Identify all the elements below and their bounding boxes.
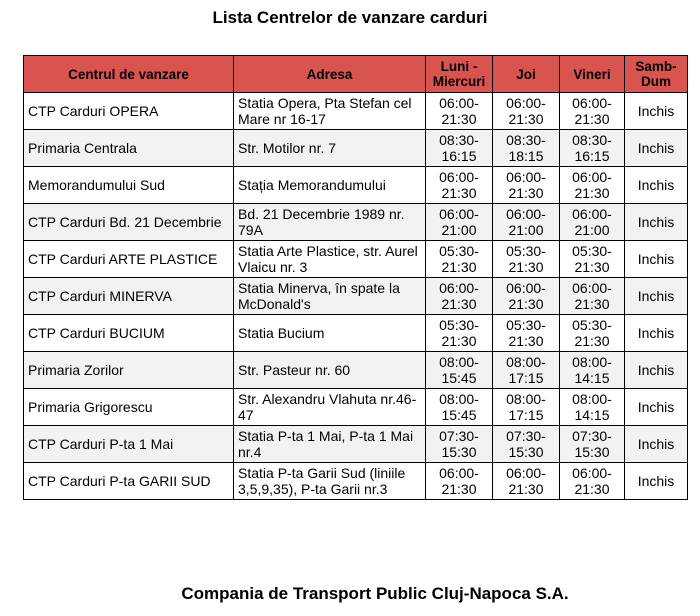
hours-weekend: Inchis: [625, 315, 688, 352]
column-header-thu: Joi: [493, 56, 560, 93]
table-row: [24, 93, 688, 130]
hours-mon-wed: 06:00-21:30: [426, 93, 493, 130]
centre-address: Bd. 21 Decembrie 1989 nr. 79A: [234, 204, 426, 241]
hours-mon-wed: 08:00-15:45: [426, 352, 493, 389]
hours-mon-wed: 07:30-15:30: [426, 426, 493, 463]
centre-name: CTP Carduri P-ta 1 Mai: [24, 426, 234, 463]
hours-mon-wed: 05:30-21:30: [426, 241, 493, 278]
column-header-mon-wed: Luni - Miercuri: [426, 56, 493, 93]
hours-mon-wed: 06:00-21:30: [426, 167, 493, 204]
hours-fri: 05:30-21:30: [560, 315, 625, 352]
centre-name: CTP Carduri BUCIUM: [24, 315, 234, 352]
table-row: [24, 167, 688, 204]
hours-weekend: Inchis: [625, 130, 688, 167]
centre-name: CTP Carduri MINERVA: [24, 278, 234, 315]
centre-address: Statia Bucium: [234, 315, 426, 352]
hours-thu: 06:00-21:30: [493, 463, 560, 500]
table-row: [24, 241, 688, 278]
centre-address: Str. Motilor nr. 7: [234, 130, 426, 167]
hours-weekend: Inchis: [625, 426, 688, 463]
table-header-row: [24, 56, 688, 93]
table-row: [24, 463, 688, 500]
centre-address: Statia P-ta 1 Mai, P-ta 1 Mai nr.4: [234, 426, 426, 463]
centre-name: CTP Carduri ARTE PLASTICE: [24, 241, 234, 278]
centre-name: CTP Carduri Bd. 21 Decembrie: [24, 204, 234, 241]
hours-fri: 05:30-21:30: [560, 241, 625, 278]
centre-name: Memorandumului Sud: [24, 167, 234, 204]
table-row: [24, 389, 688, 426]
hours-thu: 07:30-15:30: [493, 426, 560, 463]
hours-mon-wed: 05:30-21:30: [426, 315, 493, 352]
hours-mon-wed: 06:00-21:30: [426, 278, 493, 315]
centre-name: Primaria Zorilor: [24, 352, 234, 389]
hours-fri: 08:00-14:15: [560, 352, 625, 389]
hours-thu: 08:30-18:15: [493, 130, 560, 167]
centre-address: Statia Arte Plastice, str. Aurel Vlaicu nr. 3: [234, 241, 426, 278]
column-header-weekend: Samb-Dum: [625, 56, 688, 93]
table-row: [24, 315, 688, 352]
hours-fri: 08:30-16:15: [560, 130, 625, 167]
centre-address: Statia Minerva, în spate la McDonald's: [234, 278, 426, 315]
table-row: [24, 130, 688, 167]
hours-fri: 06:00-21:30: [560, 167, 625, 204]
centre-name: CTP Carduri P-ta GARII SUD: [24, 463, 234, 500]
hours-thu: 08:00-17:15: [493, 352, 560, 389]
centre-name: Primaria Grigorescu: [24, 389, 234, 426]
hours-weekend: Inchis: [625, 278, 688, 315]
centre-address: Str. Pasteur nr. 60: [234, 352, 426, 389]
hours-fri: 06:00-21:00: [560, 204, 625, 241]
table-row: [24, 426, 688, 463]
hours-weekend: Inchis: [625, 93, 688, 130]
page-title: Lista Centrelor de vanzare carduri: [212, 8, 488, 27]
hours-thu: 06:00-21:30: [493, 167, 560, 204]
hours-mon-wed: 08:30-16:15: [426, 130, 493, 167]
centre-address: Statia Opera, Pta Stefan cel Mare nr 16-17: [234, 93, 426, 130]
centre-address: Statia P-ta Garii Sud (liniile 3,5,9,35), P-ta Garii nr.3: [234, 463, 426, 500]
hours-fri: 06:00-21:30: [560, 463, 625, 500]
column-header-fri: Vineri: [560, 56, 625, 93]
hours-thu: 08:00-17:15: [493, 389, 560, 426]
hours-weekend: Inchis: [625, 204, 688, 241]
hours-mon-wed: 06:00-21:30: [426, 463, 493, 500]
hours-thu: 06:00-21:00: [493, 204, 560, 241]
company-footer: Compania de Transport Public Cluj-Napoca S.A.: [181, 584, 569, 603]
hours-weekend: Inchis: [625, 241, 688, 278]
centre-name: Primaria Centrala: [24, 130, 234, 167]
hours-fri: 06:00-21:30: [560, 278, 625, 315]
hours-thu: 05:30-21:30: [493, 315, 560, 352]
hours-mon-wed: 08:00-15:45: [426, 389, 493, 426]
table-row: [24, 278, 688, 315]
centre-address: Str. Alexandru Vlahuta nr.46-47: [234, 389, 426, 426]
hours-weekend: Inchis: [625, 167, 688, 204]
hours-thu: 06:00-21:30: [493, 278, 560, 315]
hours-thu: 05:30-21:30: [493, 241, 560, 278]
hours-weekend: Inchis: [625, 389, 688, 426]
hours-weekend: Inchis: [625, 463, 688, 500]
column-header-centre: Centrul de vanzare: [24, 56, 234, 93]
centre-address: Stația Memorandumului: [234, 167, 426, 204]
hours-weekend: Inchis: [625, 352, 688, 389]
sales-centres-table: [23, 55, 688, 500]
table-row: [24, 352, 688, 389]
hours-mon-wed: 06:00-21:00: [426, 204, 493, 241]
hours-thu: 06:00-21:30: [493, 93, 560, 130]
column-header-address: Adresa: [234, 56, 426, 93]
centre-name: CTP Carduri OPERA: [24, 93, 234, 130]
table-row: [24, 204, 688, 241]
hours-fri: 07:30-15:30: [560, 426, 625, 463]
hours-fri: 08:00-14:15: [560, 389, 625, 426]
hours-fri: 06:00-21:30: [560, 93, 625, 130]
